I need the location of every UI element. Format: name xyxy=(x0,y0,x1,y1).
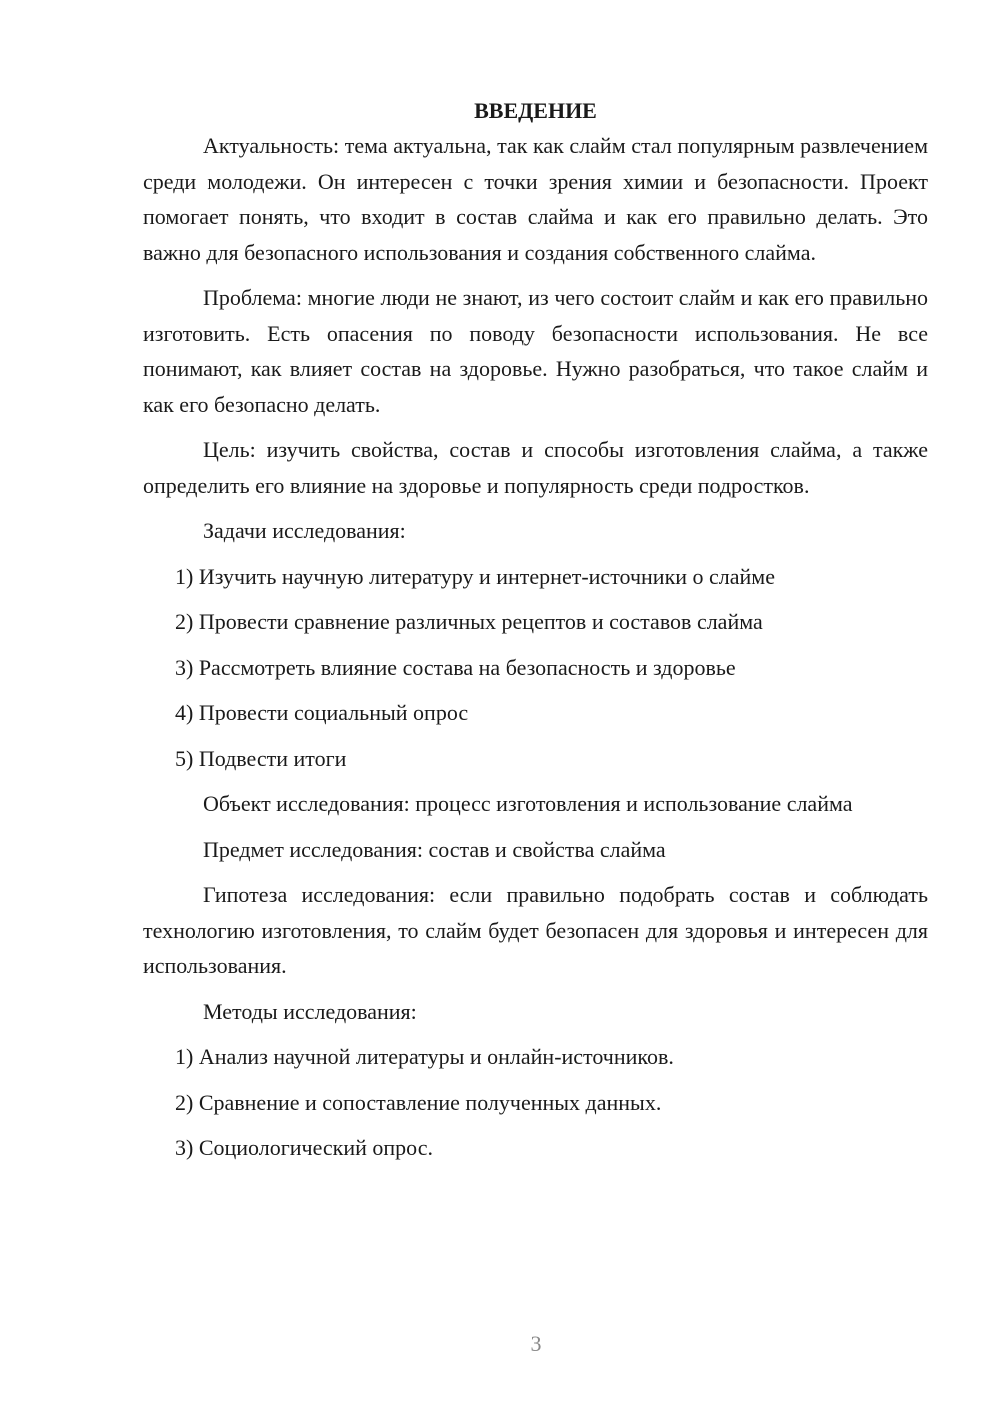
list-item-task-1: 1) Изучить научную литературу и интернет-источники о слайме xyxy=(175,563,775,589)
list-item-method-3: 3) Социологический опрос. xyxy=(175,1135,433,1160)
list-item-task-5: 5) Подвести итоги xyxy=(175,745,347,771)
paragraph-goal: Цель: изучить свойства, состав и способы изготовления слайма, а также определить его влияние на здоровье и популярность среди подростков. xyxy=(143,437,928,498)
paragraph-hypothesis: Гипотеза исследования: если правильно подобрать состав и соблюдать технологию изготовления, то слайм будет безопасен для здоровья и интересен для использования. xyxy=(143,882,928,978)
list-item-method-1: 1) Анализ научной литературы и онлайн-источников. xyxy=(175,1044,674,1069)
methods-heading: Методы исследования: xyxy=(203,998,417,1024)
page-number: 3 xyxy=(530,1331,542,1356)
list-item-task-3: 3) Рассмотреть влияние состава на безопасность и здоровье xyxy=(175,654,736,680)
paragraph-subject: Предмет исследования: состав и свойства слайма xyxy=(203,836,666,862)
list-item-task-4: 4) Провести социальный опрос xyxy=(175,700,469,725)
paragraph-relevance: Актуальность: тема актуальна, так как слайм стал популярным развлечением среди молодежи. Он интересен с точки зрения химии и безопасности. Проект помогает понять, что входит в состав слайма и как его правильно делать. Это важно для безопасного использования и создания собственного слайма. xyxy=(143,133,928,265)
tasks-heading: Задачи исследования: xyxy=(203,518,406,543)
page-title: ВВЕДЕНИЕ xyxy=(474,98,597,123)
paragraph-object: Объект исследования: процесс изготовления и использование слайма xyxy=(203,791,853,816)
list-item-method-2: 2) Сравнение и сопоставление полученных данных. xyxy=(175,1089,662,1115)
list-item-task-2: 2) Провести сравнение различных рецептов и составов слайма xyxy=(175,609,763,634)
page-content xyxy=(143,93,928,1176)
paragraph-problem: Проблема: многие люди не знают, из чего состоит слайм и как его правильно изготовить. Есть опасения по поводу безопасности использования. Не все понимают, как влияет состав на здоровье. Нужно разобраться, что такое слайм и как его безопасно делать. xyxy=(143,285,928,417)
methods-list xyxy=(143,1039,928,1166)
tasks-list xyxy=(143,559,928,777)
